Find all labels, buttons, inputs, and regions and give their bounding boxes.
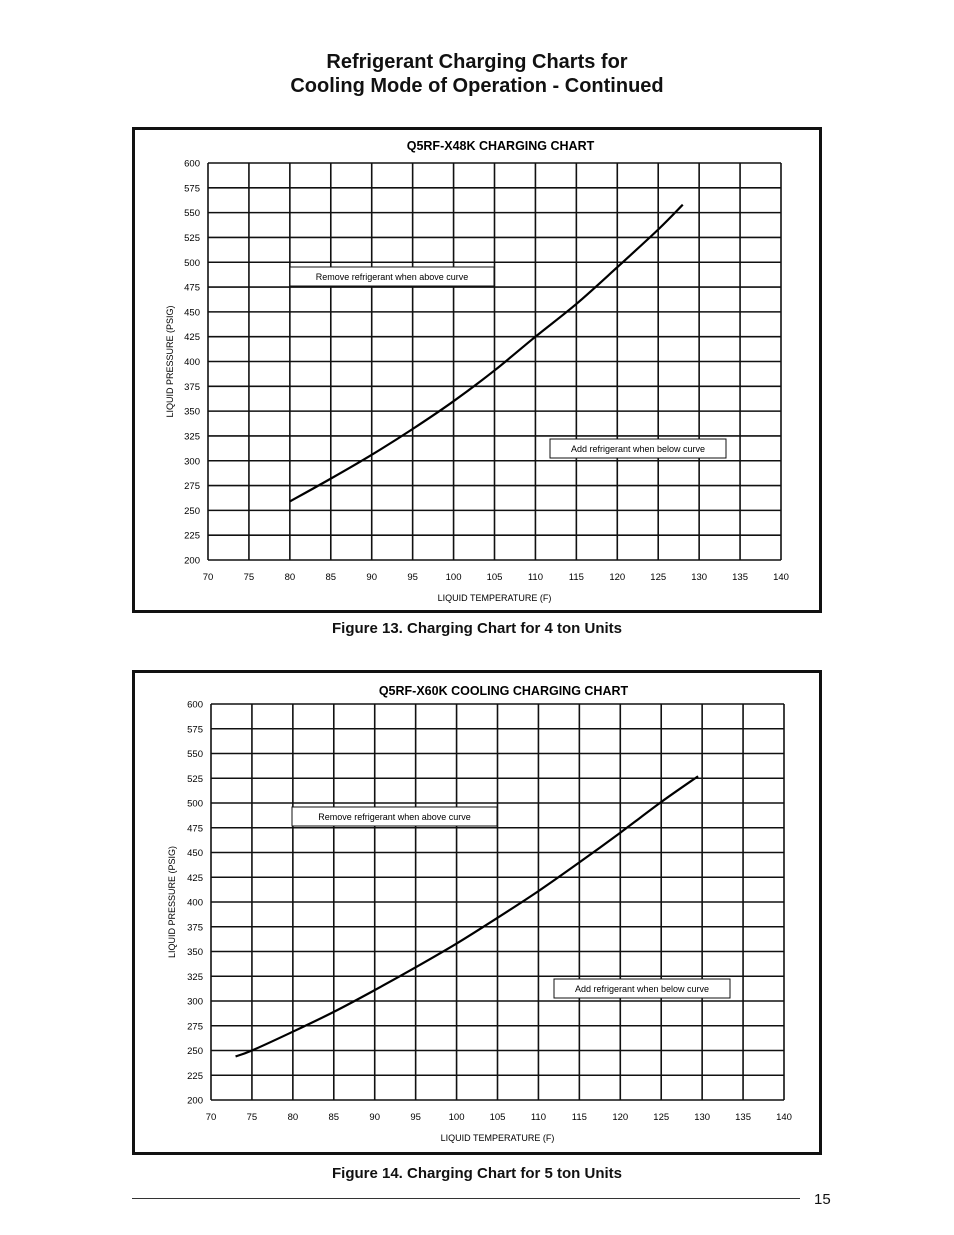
page-title-line-2: Cooling Mode of Operation - Continued bbox=[290, 75, 664, 97]
y-tick-label: 500 bbox=[187, 798, 203, 810]
x-tick-label: 110 bbox=[530, 1112, 547, 1123]
x-tick-label: 110 bbox=[527, 572, 544, 583]
y-tick-label: 475 bbox=[187, 823, 203, 835]
x-tick-label: 130 bbox=[691, 572, 708, 583]
y-tick-label: 425 bbox=[187, 872, 203, 884]
y-tick-label: 400 bbox=[184, 357, 200, 368]
x-tick-label: 85 bbox=[325, 572, 337, 583]
x-tick-label: 95 bbox=[410, 1112, 421, 1123]
page-title bbox=[0, 50, 954, 98]
x-tick-label: 105 bbox=[486, 572, 503, 583]
x-tick-label: 125 bbox=[653, 1112, 670, 1123]
y-tick-label: 550 bbox=[184, 208, 200, 220]
chart-4-ton bbox=[135, 130, 819, 610]
x-tick-label: 135 bbox=[732, 572, 749, 583]
remove-refrigerant-annotation: Remove refrigerant when above curve bbox=[315, 272, 469, 282]
y-tick-label: 250 bbox=[187, 1046, 203, 1057]
y-tick-label: 575 bbox=[187, 724, 203, 736]
x-tick-label: 75 bbox=[243, 572, 255, 583]
x-tick-label: 105 bbox=[489, 1112, 506, 1123]
y-tick-label: 225 bbox=[187, 1070, 203, 1082]
y-tick-label: 325 bbox=[184, 431, 200, 443]
x-tick-label: 85 bbox=[328, 1112, 340, 1123]
y-tick-label: 275 bbox=[184, 481, 200, 493]
x-axis-label: LIQUID TEMPERATURE (F) bbox=[440, 1133, 555, 1143]
y-tick-label: 300 bbox=[187, 996, 203, 1008]
x-axis-label: LIQUID TEMPERATURE (F) bbox=[437, 593, 552, 603]
y-tick-label: 450 bbox=[184, 307, 200, 319]
x-tick-label: 100 bbox=[445, 572, 462, 583]
chart-frame-5-ton bbox=[132, 670, 822, 1155]
y-tick-label: 300 bbox=[184, 456, 200, 468]
x-tick-label: 115 bbox=[568, 572, 584, 583]
y-tick-label: 450 bbox=[187, 848, 203, 859]
figure-14-caption: Figure 14. Charging Chart for 5 ton Units bbox=[331, 1165, 623, 1182]
x-tick-label: 95 bbox=[407, 572, 418, 583]
x-tick-label: 135 bbox=[735, 1112, 752, 1123]
y-tick-label: 500 bbox=[184, 257, 200, 269]
y-tick-label: 525 bbox=[187, 773, 203, 785]
x-tick-label: 80 bbox=[287, 1112, 299, 1123]
chart-title: Q5RF-X48K CHARGING CHART bbox=[406, 139, 595, 153]
footer-rule bbox=[132, 1198, 800, 1199]
y-tick-label: 250 bbox=[184, 505, 200, 517]
x-tick-label: 90 bbox=[366, 572, 378, 583]
y-tick-label: 475 bbox=[184, 282, 200, 294]
add-refrigerant-annotation: Add refrigerant when below curve bbox=[570, 444, 706, 454]
page-number: 15 bbox=[814, 1191, 831, 1208]
x-tick-label: 70 bbox=[202, 572, 214, 583]
remove-refrigerant-annotation: Remove refrigerant when above curve bbox=[318, 812, 471, 822]
y-tick-label: 225 bbox=[184, 530, 200, 542]
y-tick-label: 425 bbox=[184, 332, 200, 344]
y-tick-label: 525 bbox=[184, 232, 200, 244]
y-tick-label: 350 bbox=[184, 406, 200, 418]
x-tick-label: 120 bbox=[612, 1112, 629, 1123]
y-axis-label: LIQUID PRESSURE (PSIG) bbox=[167, 845, 177, 959]
y-tick-label: 550 bbox=[187, 749, 203, 760]
y-tick-label: 600 bbox=[184, 158, 200, 170]
x-tick-label: 80 bbox=[284, 572, 296, 583]
x-tick-label: 130 bbox=[694, 1112, 711, 1123]
y-axis-label: LIQUID PRESSURE (PSIG) bbox=[165, 305, 175, 418]
x-tick-label: 140 bbox=[776, 1112, 792, 1123]
x-tick-label: 90 bbox=[369, 1112, 381, 1123]
y-tick-label: 375 bbox=[187, 922, 203, 934]
x-tick-label: 100 bbox=[448, 1112, 465, 1123]
y-tick-label: 200 bbox=[184, 555, 200, 567]
y-tick-label: 600 bbox=[187, 699, 203, 711]
x-tick-label: 120 bbox=[609, 572, 626, 583]
chart-title: Q5RF-X60K COOLING CHARGING CHART bbox=[378, 684, 629, 698]
y-tick-label: 350 bbox=[187, 947, 203, 958]
x-tick-label: 70 bbox=[205, 1112, 217, 1123]
y-tick-label: 275 bbox=[187, 1021, 203, 1033]
x-tick-label: 75 bbox=[246, 1112, 258, 1123]
chart-5-ton bbox=[135, 673, 819, 1152]
y-tick-label: 400 bbox=[187, 897, 203, 909]
add-refrigerant-annotation: Add refrigerant when below curve bbox=[574, 984, 710, 994]
figure-13-caption: Figure 13. Charging Chart for 4 ton Units bbox=[331, 620, 623, 637]
chart-frame-4-ton bbox=[132, 127, 822, 613]
y-tick-label: 375 bbox=[184, 381, 200, 393]
y-tick-label: 575 bbox=[184, 183, 200, 195]
y-tick-label: 325 bbox=[187, 971, 203, 983]
page-title-line-1: Refrigerant Charging Charts for bbox=[326, 51, 628, 73]
y-tick-label: 200 bbox=[187, 1095, 203, 1107]
x-tick-label: 140 bbox=[773, 572, 789, 583]
x-tick-label: 125 bbox=[650, 572, 667, 583]
x-tick-label: 115 bbox=[571, 1112, 587, 1123]
